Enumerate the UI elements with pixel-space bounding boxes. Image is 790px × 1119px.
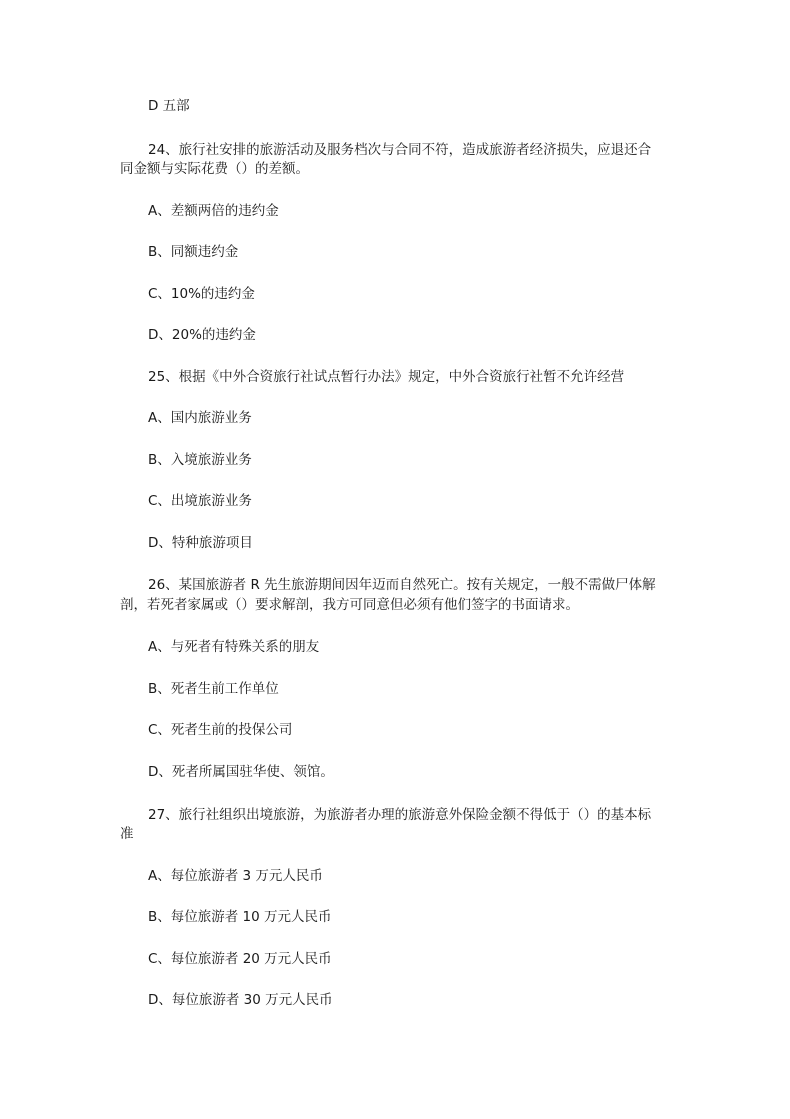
option-a-q25: A、国内旅游业务 (148, 410, 252, 426)
option-b-q24: B、同额违约金 (148, 244, 239, 260)
option-d-q26: D、死者所属国驻华使、领馆。 (148, 764, 334, 780)
question-25: 25、根据《中外合资旅行社试点暂行办法》规定，中外合资旅行社暂不允许经营 (148, 369, 625, 385)
option-b-q25: B、入境旅游业务 (148, 452, 252, 468)
option-b-q27: B、每位旅游者 10 万元人民币 (148, 909, 332, 925)
option-a-q26: A、与死者有特殊关系的朋友 (148, 639, 320, 655)
question-27-line-1: 27、旅行社组织出境旅游，为旅游者办理的旅游意外保险金额不得低于（）的基本标 (148, 807, 652, 823)
option-c-q24: C、10%的违约金 (148, 286, 255, 302)
question-26-line-2: 剖，若死者家属或（）要求解剖，我方可同意但必须有他们签字的书面请求。 (120, 597, 579, 613)
question-27-line-2: 准 (120, 826, 134, 842)
option-d-q25: D、特种旅游项目 (148, 535, 253, 551)
option-d-q27: D、每位旅游者 30 万元人民币 (148, 992, 333, 1008)
question-24-line-1: 24、旅行社安排的旅游活动及服务档次与合同不符，造成旅游者经济损失，应退还合 (148, 142, 652, 158)
option-d-q23: D 五部 (148, 98, 190, 114)
option-d-q24: D、20%的违约金 (148, 327, 256, 343)
option-c-q26: C、死者生前的投保公司 (148, 722, 293, 738)
question-26-line-1: 26、某国旅游者 R 先生旅游期间因年迈而自然死亡。按有关规定，一般不需做尸体解 (148, 577, 656, 593)
option-a-q27: A、每位旅游者 3 万元人民币 (148, 868, 323, 884)
option-c-q27: C、每位旅游者 20 万元人民币 (148, 951, 332, 967)
option-c-q25: C、出境旅游业务 (148, 493, 252, 509)
question-24-line-2: 同金额与实际花费（）的差额。 (120, 161, 309, 177)
option-b-q26: B、死者生前工作单位 (148, 681, 279, 697)
option-a-q24: A、差额两倍的违约金 (148, 203, 279, 219)
